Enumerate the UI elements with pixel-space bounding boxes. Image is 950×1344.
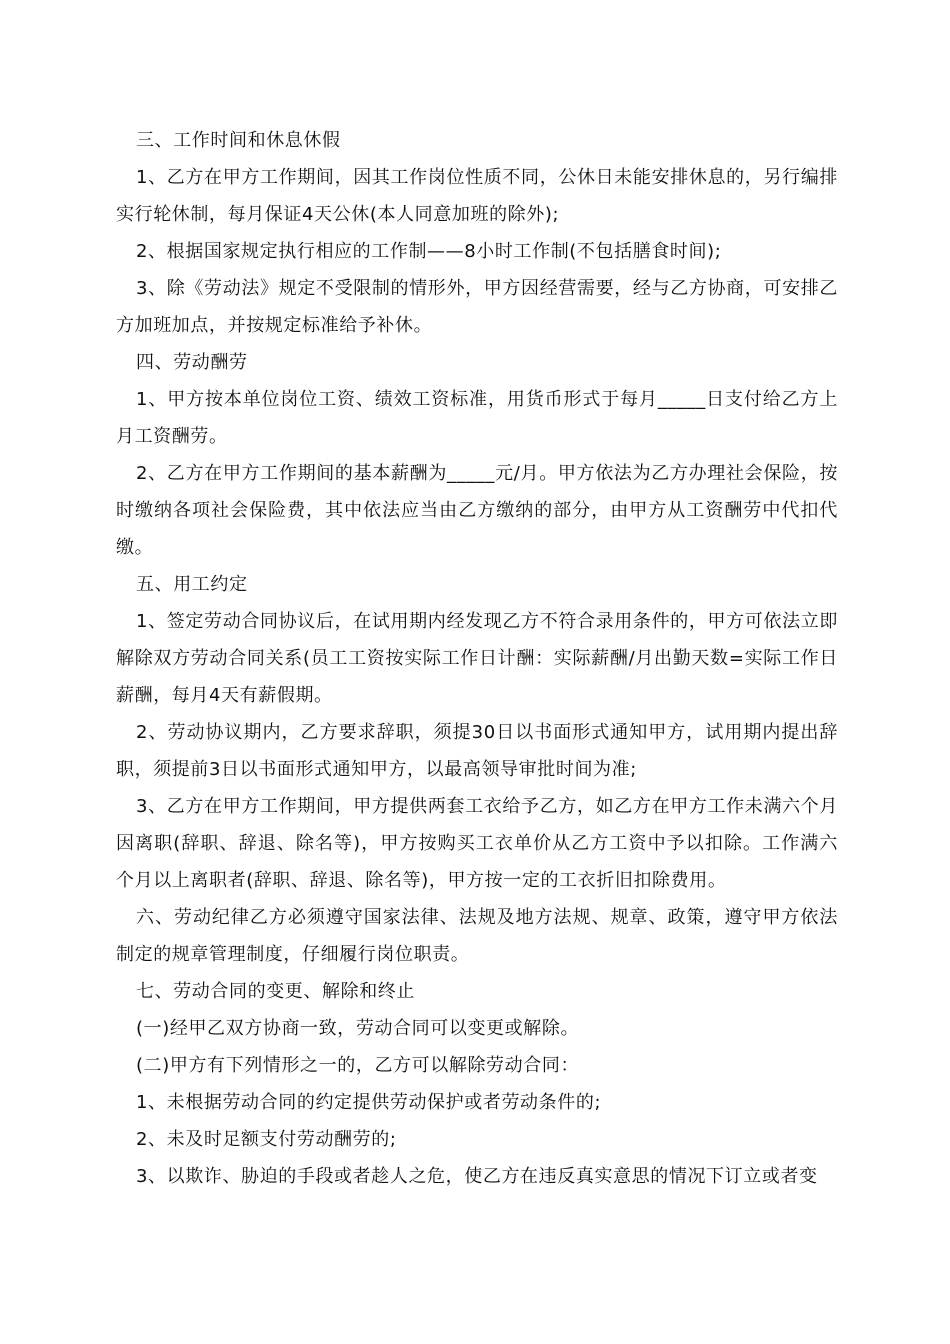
document-body xyxy=(116,122,838,1195)
clause-paragraph: 1、未根据劳动合同的约定提供劳动保护或者劳动条件的; xyxy=(136,1092,602,1113)
section-heading-work-hours: 三、工作时间和休息休假 xyxy=(136,130,341,151)
clause-paragraph: 3、乙方在甲方工作期间，甲方提供两套工衣给予乙方，如乙方在甲方工作未满六个月因离职(辞职、辞退、除名等)，甲方按购买工衣单价从乙方工资中予以扣除。工作满六个月以上离职者(辞职、辞退、除名等)，甲方按一定的工衣折旧扣除费用。 xyxy=(116,796,838,891)
section-heading-employment-terms: 五、用工约定 xyxy=(136,574,248,595)
clause-paragraph: 2、乙方在甲方工作期间的基本薪酬为_____元/月。甲方依法为乙方办理社会保险，按时缴纳各项社会保险费，其中依法应当由乙方缴纳的部分，由甲方从工资酬劳中代扣代缴。 xyxy=(116,463,838,558)
section-heading-contract-changes: 七、劳动合同的变更、解除和终止 xyxy=(136,981,415,1002)
clause-paragraph: 2、未及时足额支付劳动酬劳的; xyxy=(136,1129,397,1150)
clause-paragraph: 1、乙方在甲方工作期间，因其工作岗位性质不同，公休日未能安排休息的，另行编排实行轮休制，每月保证4天公休(本人同意加班的除外); xyxy=(116,167,838,225)
clause-paragraph: (二)甲方有下列情形之一的，乙方可以解除劳动合同： xyxy=(136,1055,580,1076)
clause-paragraph: 2、劳动协议期内，乙方要求辞职，须提30日以书面形式通知甲方，试用期内提出辞职，须提前3日以书面形式通知甲方，以最高领导审批时间为准; xyxy=(116,722,838,780)
clause-paragraph: (一)经甲乙双方协商一致，劳动合同可以变更或解除。 xyxy=(136,1018,580,1039)
clause-paragraph: 1、甲方按本单位岗位工资、绩效工资标准，用货币形式于每月_____日支付给乙方上月工资酬劳。 xyxy=(116,389,838,447)
clause-paragraph: 3、以欺诈、胁迫的手段或者趁人之危，使乙方在违反真实意思的情况下订立或者变 xyxy=(136,1166,818,1187)
section-paragraph-discipline: 六、劳动纪律乙方必须遵守国家法律、法规及地方法规、规章、政策，遵守甲方依法制定的规章管理制度，仔细履行岗位职责。 xyxy=(116,907,838,965)
section-heading-remuneration: 四、劳动酬劳 xyxy=(136,352,248,373)
clause-paragraph: 3、除《劳动法》规定不受限制的情形外，甲方因经营需要，经与乙方协商，可安排乙方加班加点，并按规定标准给予补休。 xyxy=(116,278,838,336)
clause-paragraph: 2、根据国家规定执行相应的工作制——8小时工作制(不包括膳食时间); xyxy=(136,241,722,262)
clause-paragraph: 1、签定劳动合同协议后，在试用期内经发现乙方不符合录用条件的，甲方可依法立即解除双方劳动合同关系(员工工资按实际工作日计酬：实际薪酬/月出勤天数=实际工作日薪酬，每月4天有薪假期。 xyxy=(116,611,838,706)
